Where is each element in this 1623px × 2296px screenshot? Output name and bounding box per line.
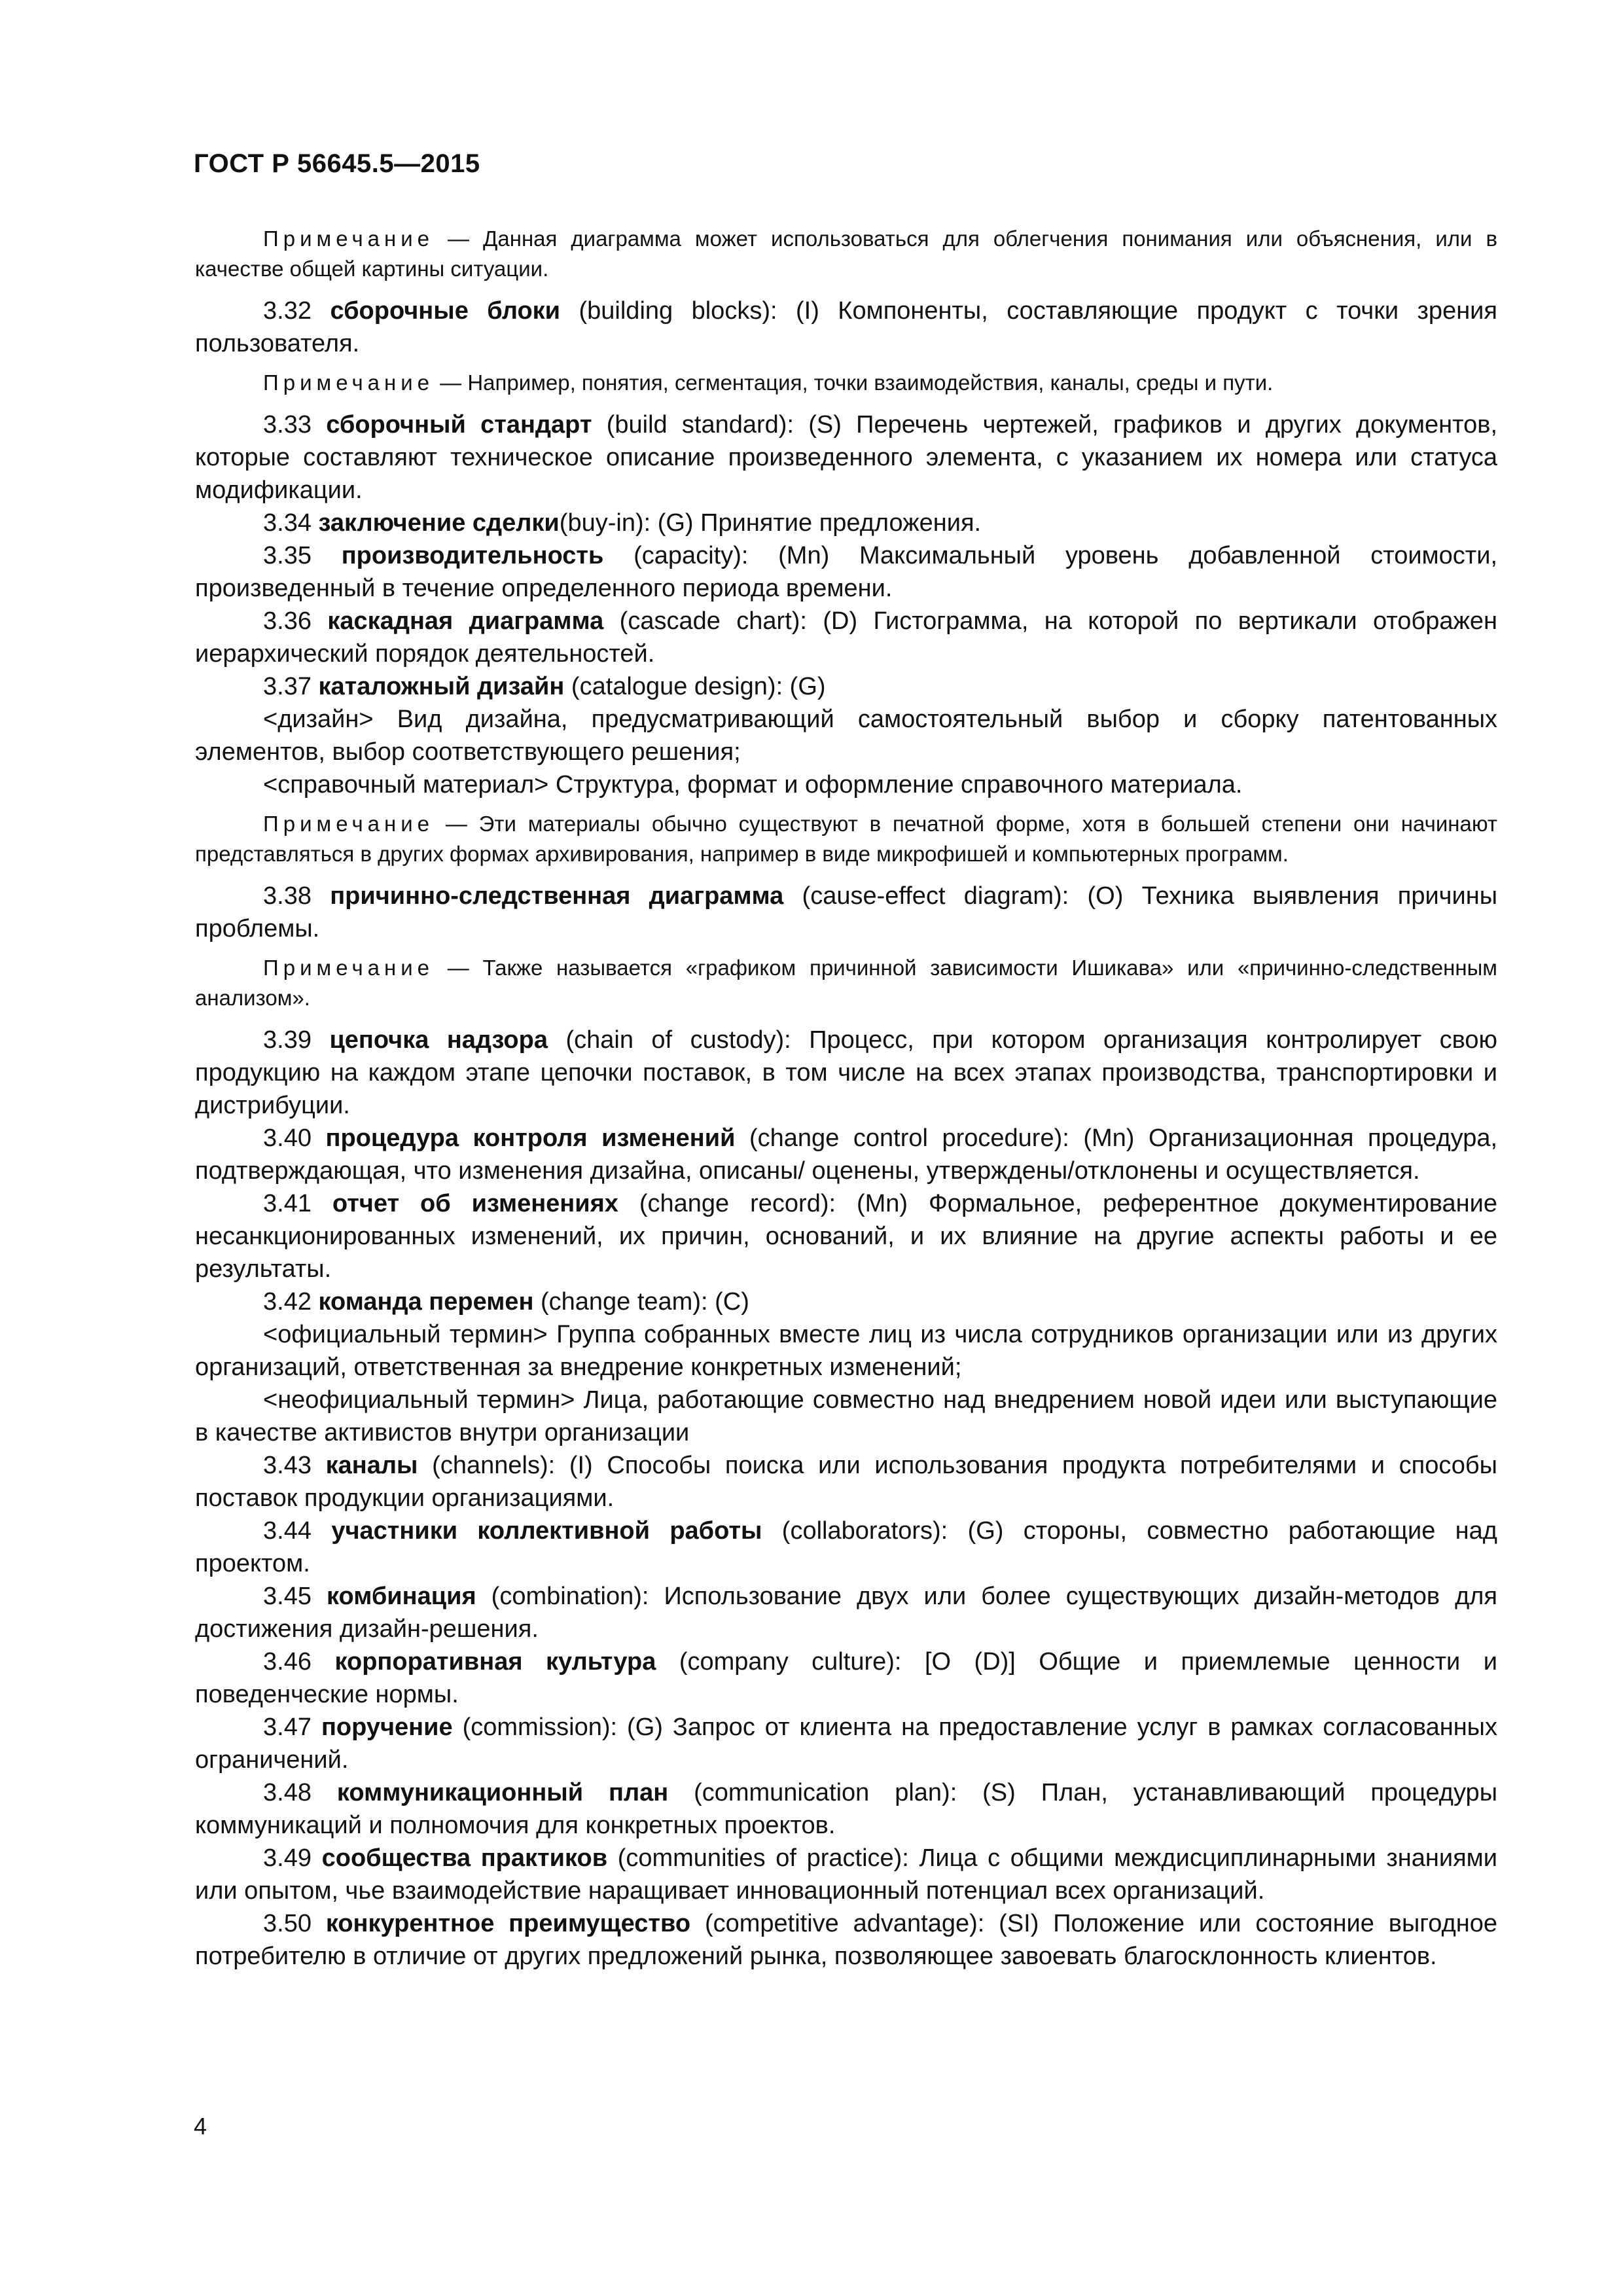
term-text: (collaborators): (G) стороны, совместно работающие над проектом. bbox=[195, 1517, 1497, 1577]
page-header-doc-number: ГОСТ Р 56645.5—2015 bbox=[194, 149, 480, 178]
term-number: 3.46 bbox=[263, 1648, 312, 1676]
term-definition bbox=[195, 1024, 1497, 1122]
term-definition bbox=[195, 1122, 1497, 1187]
term-text: (commission): (G) Запрос от клиента на предоставление услуг в рамках согласованных ограничений. bbox=[195, 1713, 1497, 1774]
term-name: каскадная диаграмма bbox=[327, 607, 604, 635]
term-number: 3.47 bbox=[263, 1713, 312, 1741]
term-number: 3.39 bbox=[263, 1026, 312, 1054]
term-definition bbox=[195, 539, 1497, 605]
term-name: каталожный дизайн bbox=[318, 673, 565, 700]
term-name: цепочка надзора bbox=[329, 1026, 548, 1054]
term-number: 3.48 bbox=[263, 1779, 312, 1806]
term-text: (combination): Использование двух или более существующих дизайн-методов для достижения дизайн-решения. bbox=[195, 1583, 1497, 1643]
note-label: Примечание bbox=[263, 956, 435, 980]
note-text: — Эти материалы обычно существуют в печатной форме, хотя в большей степени они начинают представляться в других формах архивирования, например в виде микрофишей и компьютерных программ. bbox=[195, 812, 1497, 866]
note-text: — Данная диаграмма может использоваться для облегчения понимания или объяснения, или в качестве общей картины ситуации. bbox=[195, 226, 1497, 281]
term-name: команда перемен bbox=[318, 1288, 534, 1316]
term-number: 3.36 bbox=[263, 607, 312, 635]
term-name: каналы bbox=[325, 1452, 418, 1479]
term-text: (build standard): (S) Перечень чертежей, графиков и других документов, которые составляют техническое описание произведенного элемента, с указанием их номера или статуса модификации. bbox=[195, 411, 1498, 504]
term-text: (communication plan): (S) План, устанавливающий процедуры коммуникаций и полномочия для конкретных проектов. bbox=[195, 1779, 1497, 1839]
note-paragraph bbox=[195, 953, 1497, 1013]
term-text: (catalogue design): (G) bbox=[564, 673, 826, 700]
term-text: (buy-in): (G) Принятие предложения. bbox=[559, 509, 982, 537]
term-definition bbox=[195, 507, 1497, 539]
term-number: 3.44 bbox=[263, 1517, 312, 1545]
term-number: 3.49 bbox=[263, 1844, 312, 1872]
term-text: (change control procedure): (Mn) Организационная процедура, подтверждающая, что изменения дизайна, описаны/ оценены, утверждены/отклонены и осуществляется. bbox=[195, 1124, 1498, 1185]
term-name: комбинация bbox=[327, 1583, 476, 1610]
page-number: 4 bbox=[194, 2113, 207, 2140]
note-text: — Также называется «графиком причинной зависимости Ишикава» или «причинно-следственным анализом». bbox=[195, 956, 1497, 1010]
term-number: 3.50 bbox=[263, 1910, 312, 1937]
term-text: (competitive advantage): (SI) Положение или состояние выгодное потребителю в отличие от других предложений рынка, позволяющее завоевать благосклонность клиентов. bbox=[195, 1910, 1498, 1970]
document-body bbox=[195, 216, 1497, 1973]
term-definition bbox=[195, 1515, 1497, 1580]
term-name: производительность bbox=[341, 542, 604, 569]
term-definition bbox=[195, 1285, 1497, 1318]
term-text: (cause-effect diagram): (O) Техника выявления причины проблемы. bbox=[195, 882, 1498, 942]
term-definition bbox=[195, 670, 1497, 703]
term-number: 3.34 bbox=[263, 509, 312, 537]
term-name: причинно-следственная диаграмма bbox=[330, 882, 784, 910]
note-paragraph bbox=[195, 809, 1497, 869]
term-number: 3.45 bbox=[263, 1583, 312, 1610]
term-definition bbox=[195, 1449, 1497, 1515]
term-text: (communities of practice): Лица с общими междисциплинарными знаниями или опытом, чье взаимодействие наращивает инновационный потенциал всех организаций. bbox=[195, 1844, 1497, 1905]
term-text: (company culture): [O (D)] Общие и приемлемые ценности и поведенческие нормы. bbox=[195, 1648, 1497, 1708]
note-label: Примечание bbox=[263, 812, 435, 836]
definition-subparagraph: <дизайн> Вид дизайна, предусматривающий самостоятельный выбор и сборку патентованных элементов, выбор соответствующего решения; bbox=[195, 706, 1497, 766]
term-number: 3.37 bbox=[263, 673, 312, 700]
term-definition bbox=[195, 1187, 1497, 1285]
term-text: (capacity): (Mn) Максимальный уровень добавленной стоимости, произведенный в течение определенного периода времени. bbox=[195, 542, 1497, 602]
term-definition bbox=[195, 1580, 1497, 1645]
definition-subparagraph: <неофициальный термин> Лица, работающие совместно над внедрением новой идеи или выступающие в качестве активистов внутри организации bbox=[195, 1386, 1497, 1446]
term-definition bbox=[195, 1907, 1497, 1973]
term-name: коммуникационный план bbox=[336, 1779, 669, 1806]
term-definition bbox=[195, 1842, 1497, 1907]
note-label: Примечание bbox=[263, 226, 435, 251]
term-number: 3.40 bbox=[263, 1124, 312, 1152]
term-definition bbox=[195, 1711, 1497, 1776]
note-text: — Например, понятия, сегментация, точки взаимодействия, каналы, среды и пути. bbox=[434, 370, 1274, 395]
term-definition bbox=[195, 408, 1497, 507]
term-name: конкурентное преимущество bbox=[325, 1910, 691, 1937]
term-definition bbox=[195, 1776, 1497, 1842]
term-number: 3.32 bbox=[263, 297, 312, 325]
term-text: (building blocks): (I) Компоненты, составляющие продукт с точки зрения пользователя. bbox=[195, 297, 1497, 357]
term-definition bbox=[195, 605, 1497, 670]
term-text: (change team): (C) bbox=[533, 1288, 749, 1316]
term-number: 3.38 bbox=[263, 882, 312, 910]
term-name: заключение сделки bbox=[318, 509, 560, 537]
term-name: сообщества практиков bbox=[321, 1844, 608, 1872]
term-number: 3.33 bbox=[263, 411, 312, 439]
term-definition bbox=[195, 1645, 1497, 1711]
term-name: участники коллективной работы bbox=[331, 1517, 762, 1545]
term-text: (change record): (Mn) Формальное, референтное документирование несанкционированных изменений, их причин, оснований, и их влияние на другие аспекты работы и ее результаты. bbox=[195, 1190, 1497, 1283]
term-text: (channels): (I) Способы поиска или использования продукта потребителями и способы поставок продукции организациями. bbox=[195, 1452, 1497, 1512]
term-number: 3.41 bbox=[263, 1190, 312, 1217]
note-paragraph bbox=[195, 368, 1497, 398]
term-number: 3.35 bbox=[263, 542, 312, 569]
term-definition bbox=[195, 880, 1497, 945]
note-label: Примечание bbox=[263, 370, 435, 395]
definition-subparagraph: <официальный термин> Группа собранных вместе лиц из числа сотрудников организации или из других организаций, ответственная за внедрение конкретных изменений; bbox=[195, 1321, 1497, 1381]
term-name: отчет об изменениях bbox=[332, 1190, 618, 1217]
term-definition bbox=[195, 295, 1497, 360]
term-text: (cascade chart): (D) Гистограмма, на которой по вертикали отображен иерархический порядок деятельностей. bbox=[195, 607, 1497, 668]
term-name: сборочные блоки bbox=[330, 297, 561, 325]
term-name: процедура контроля изменений bbox=[325, 1124, 736, 1152]
term-number: 3.42 bbox=[263, 1288, 312, 1316]
definition-subparagraph: <справочный материал> Структура, формат и оформление справочного материала. bbox=[263, 771, 1243, 798]
term-name: поручение bbox=[321, 1713, 453, 1741]
term-number: 3.43 bbox=[263, 1452, 312, 1479]
term-name: корпоративная культура bbox=[334, 1648, 656, 1676]
term-text: (chain of custody): Процесс, при котором организация контролирует свою продукцию на каждом этапе цепочки поставок, в том числе на всех этапах производства, транспортировки и дистрибуции. bbox=[195, 1026, 1498, 1119]
term-name: сборочный стандарт bbox=[326, 411, 592, 439]
note-paragraph bbox=[195, 224, 1497, 284]
